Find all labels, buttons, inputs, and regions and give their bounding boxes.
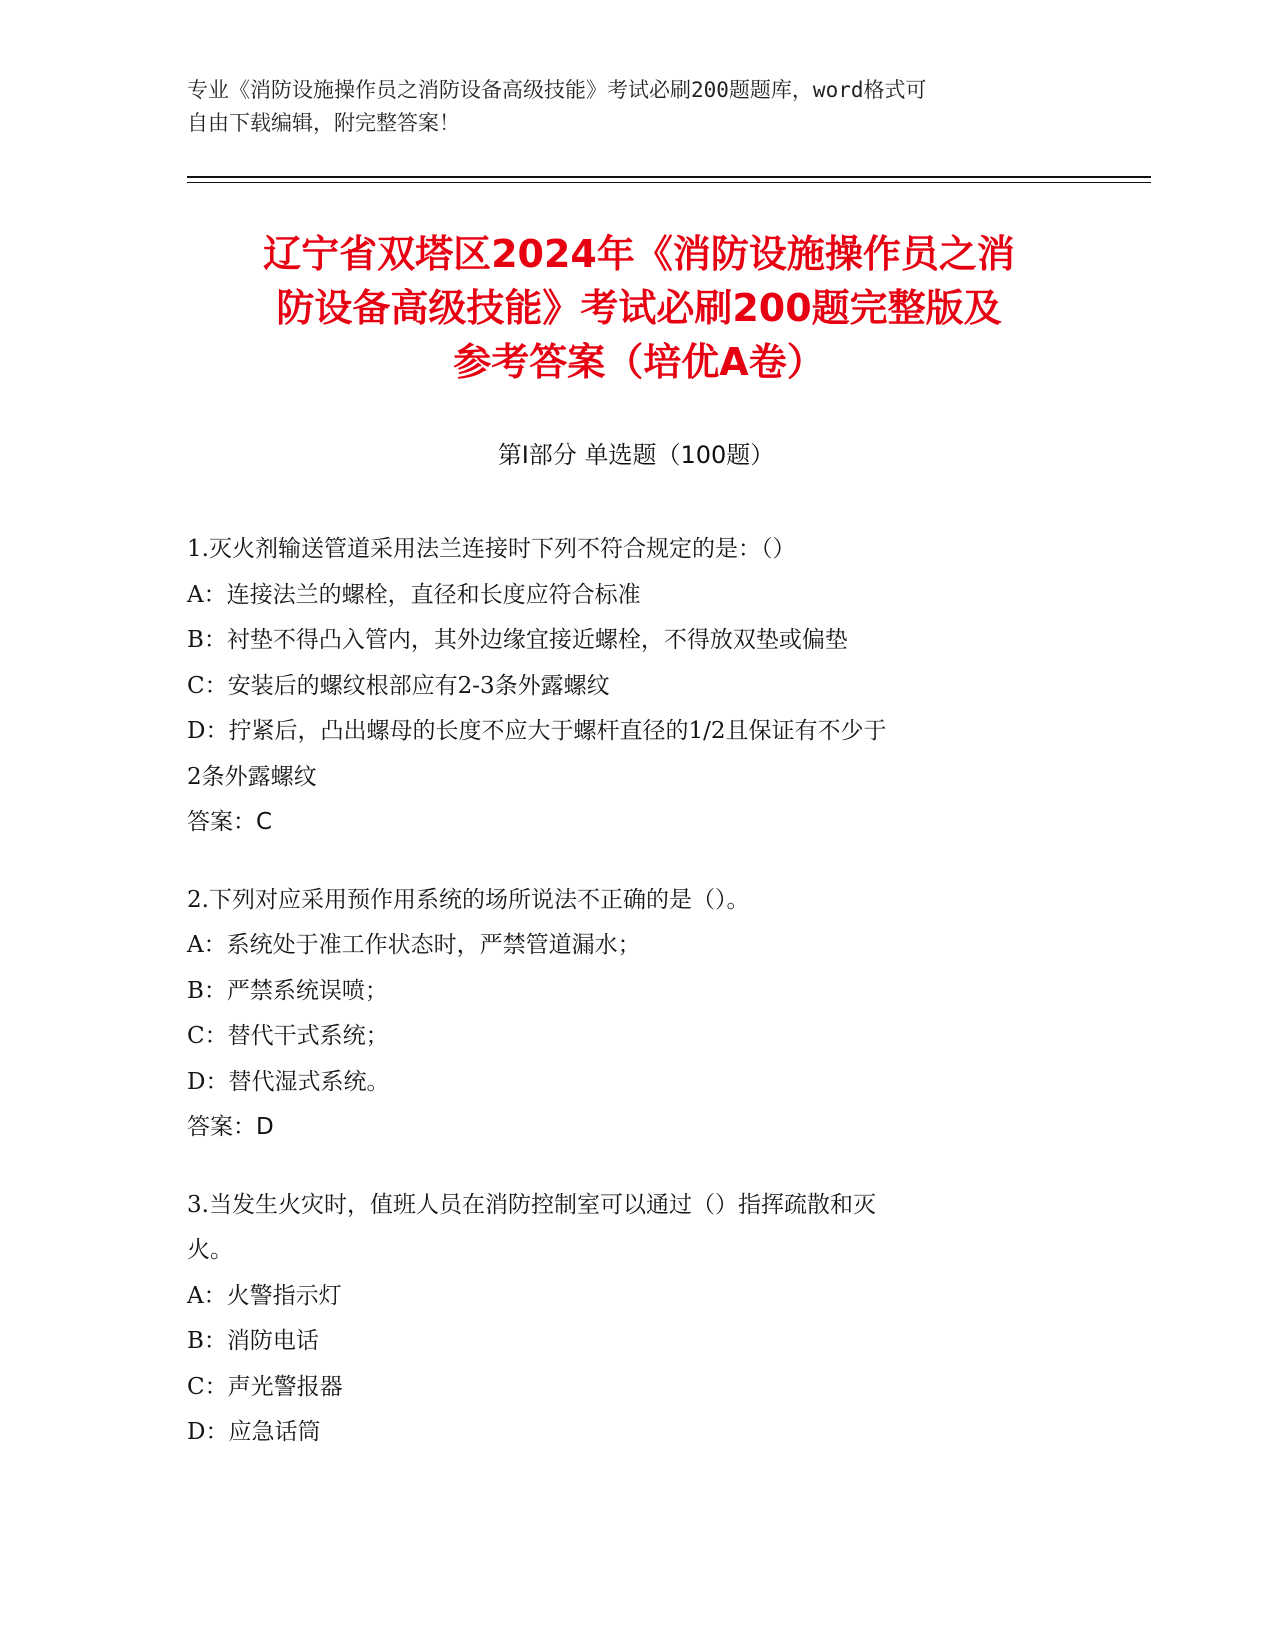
option-d: D：替代湿式系统。 — [187, 1068, 390, 1095]
question-stem: 2.下列对应采用预作用系统的场所说法不正确的是（）。 — [187, 886, 750, 913]
option-d: 2条外露螺纹 — [187, 763, 317, 790]
question-item — [187, 527, 1087, 846]
header-note — [187, 74, 1067, 140]
option-c: C：安装后的螺纹根部应有2-3条外露螺纹 — [187, 672, 610, 699]
header-divider — [187, 176, 1151, 178]
question-item — [187, 1183, 1087, 1456]
header-note-line: 专业《消防设施操作员之消防设备高级技能》考试必刷200题题库，word格式可 — [187, 78, 927, 102]
question-stem: 火。 — [187, 1237, 233, 1263]
title-line: 防设备高级技能》考试必刷200题完整版及 — [276, 286, 1002, 330]
question-item — [187, 878, 1087, 1151]
question-list — [187, 527, 1087, 1488]
option-b: B：衬垫不得凸入管内，其外边缘宜接近螺栓，不得放双垫或偏垫 — [187, 627, 848, 653]
question-stem: 3.当发生火灾时，值班人员在消防控制室可以通过（）指挥疏散和灭 — [187, 1191, 876, 1218]
header-divider-thin — [187, 182, 1151, 183]
option-c: C：声光警报器 — [187, 1373, 343, 1400]
document-title — [160, 227, 1118, 389]
option-b: B：严禁系统误喷； — [187, 977, 388, 1004]
option-a: A：系统处于准工作状态时，严禁管道漏水； — [187, 932, 641, 958]
answer-label: 答案：C — [187, 809, 273, 835]
answer-label: 答案：D — [187, 1114, 274, 1140]
header-note-line: 自由下载编辑，附完整答案！ — [187, 111, 460, 135]
option-b: B：消防电话 — [187, 1328, 319, 1354]
option-a: A：连接法兰的螺栓，直径和长度应符合标准 — [187, 581, 641, 608]
question-stem: 1.灭火剂输送管道采用法兰连接时下列不符合规定的是：（） — [187, 536, 796, 562]
option-d: D：应急话筒 — [187, 1419, 321, 1445]
title-line: 参考答案（培优A卷） — [453, 340, 825, 384]
section-heading: 第I部分 单选题（100题） — [497, 441, 775, 469]
option-a: A：火警指示灯 — [187, 1282, 342, 1309]
title-line: 辽宁省双塔区2024年《消防设施操作员之消 — [263, 232, 1015, 276]
option-c: C：替代干式系统； — [187, 1023, 389, 1049]
option-d: D：拧紧后，凸出螺母的长度不应大于螺杆直径的1/2且保证有不少于 — [187, 718, 887, 744]
